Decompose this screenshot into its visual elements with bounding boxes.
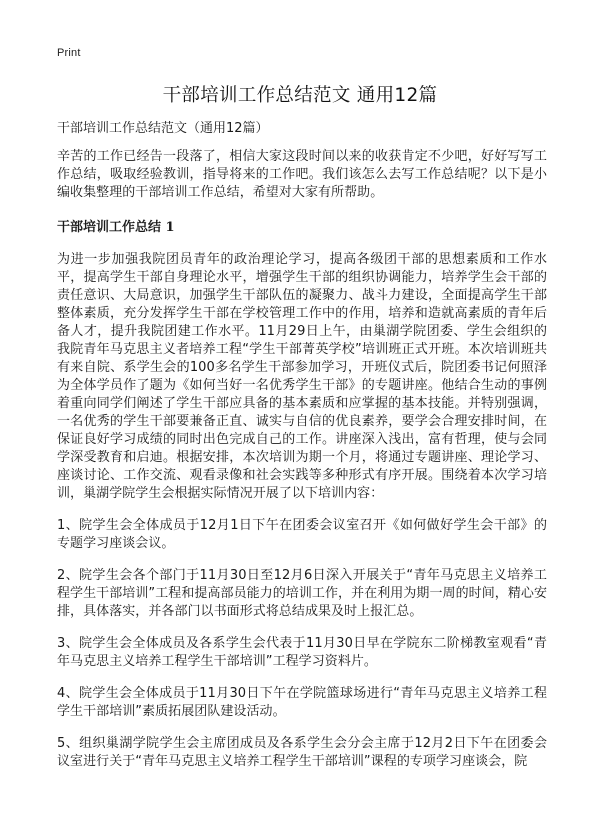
page-title: 干部培训工作总结范文 通用12篇 <box>162 85 438 106</box>
list-item: 4、院学生会全体成员于11月30日下午在学院篮球场进行“青年马克思主义培养工程学生干部培训”素质拓展团队建设活动。 <box>57 686 547 719</box>
print-link[interactable]: Print <box>57 47 81 59</box>
intro-paragraph: 辛苦的工作已经告一段落了，相信大家这段时间以来的收获肯定不少吧，好好写写工作总结，吸取经验教训，指导将来的工作吧。我们该怎么去写工作总结呢？以下是小编收集整理的干部培训工作总结，希望对大家有所帮助。 <box>57 149 547 200</box>
list-item: 2、院学生会各个部门于11月30日至12月6日深入开展关于“青年马克思主义培养工程学生干部培训”工程和提高部员能力的培训工作，并在利用为期一周的时间，精心安排，具体落实，并各部门以书面形式将总结成果及时上报汇总。 <box>57 568 547 619</box>
list-item: 5、组织巢湖学院学生会主席团成员及各系学生会分会主席于12月2日下午在团委会议室进行关于“青年马克思主义培养工程学生干部培训”课程的专项学习座谈会，院 <box>57 736 547 769</box>
list-item: 1、院学生会全体成员于12月1日下午在团委会议室召开《如何做好学生会干部》的专题学习座谈会议。 <box>57 518 547 551</box>
article-subtitle: 干部培训工作总结范文（通用12篇） <box>57 121 269 136</box>
body-paragraph: 为进一步加强我院团员青年的政治理论学习，提高各级团干部的思想素质和工作水平，提高学生干部自身理论水平，增强学生干部的组织协调能力，培养学生会干部的责任意识、大局意识，加强学生干部队伍的凝聚力、战斗力建设，全面提高学生干部整体素质，充分发挥学生干部在学校管理工作中的作用，培养和造就高素质的青年后备人才，提升我院团建工作水平。11月29日上午，由巢湖学院团委、学生会组织的我院青年马克思主义者培养工程“学生干部菁英学校”培训班正式开班。本次培训班共有来自院、系学生会的100多名学生干部参加学习，开班仪式后，院团委书记何照泽为全体学员作了题为《如何当好一名优秀学生干部》的专题讲座。他结合生动的事例着重向同学们阐述了学生干部应具备的基本素质和应掌握的基本技能。并特别强调，一名优秀的学生干部要兼备正直、诚实与自信的优良素养，要学会合理安排时间，在保证良好学习成绩的同时出色完成自己的工作。讲座深入浅出，富有哲理，使与会同学深受教育和启迪。根据安排，本次培训为期一个月，将通过专题讲座、理论学习、座谈讨论、工作交流、观看录像和社会实践等多种形式有序开展。围绕着本次学习培训，巢湖学院学生会根据实际情况开展了以下培训内容： <box>57 252 547 501</box>
list-item: 3、院学生会全体成员及各系学生会代表于11月30日早在学院东二阶梯教室观看“青年马克思主义培养工程学生干部培训”工程学习资料片。 <box>57 636 547 669</box>
article-body <box>57 120 547 785</box>
section-heading: 干部培训工作总结 1 <box>57 220 175 235</box>
